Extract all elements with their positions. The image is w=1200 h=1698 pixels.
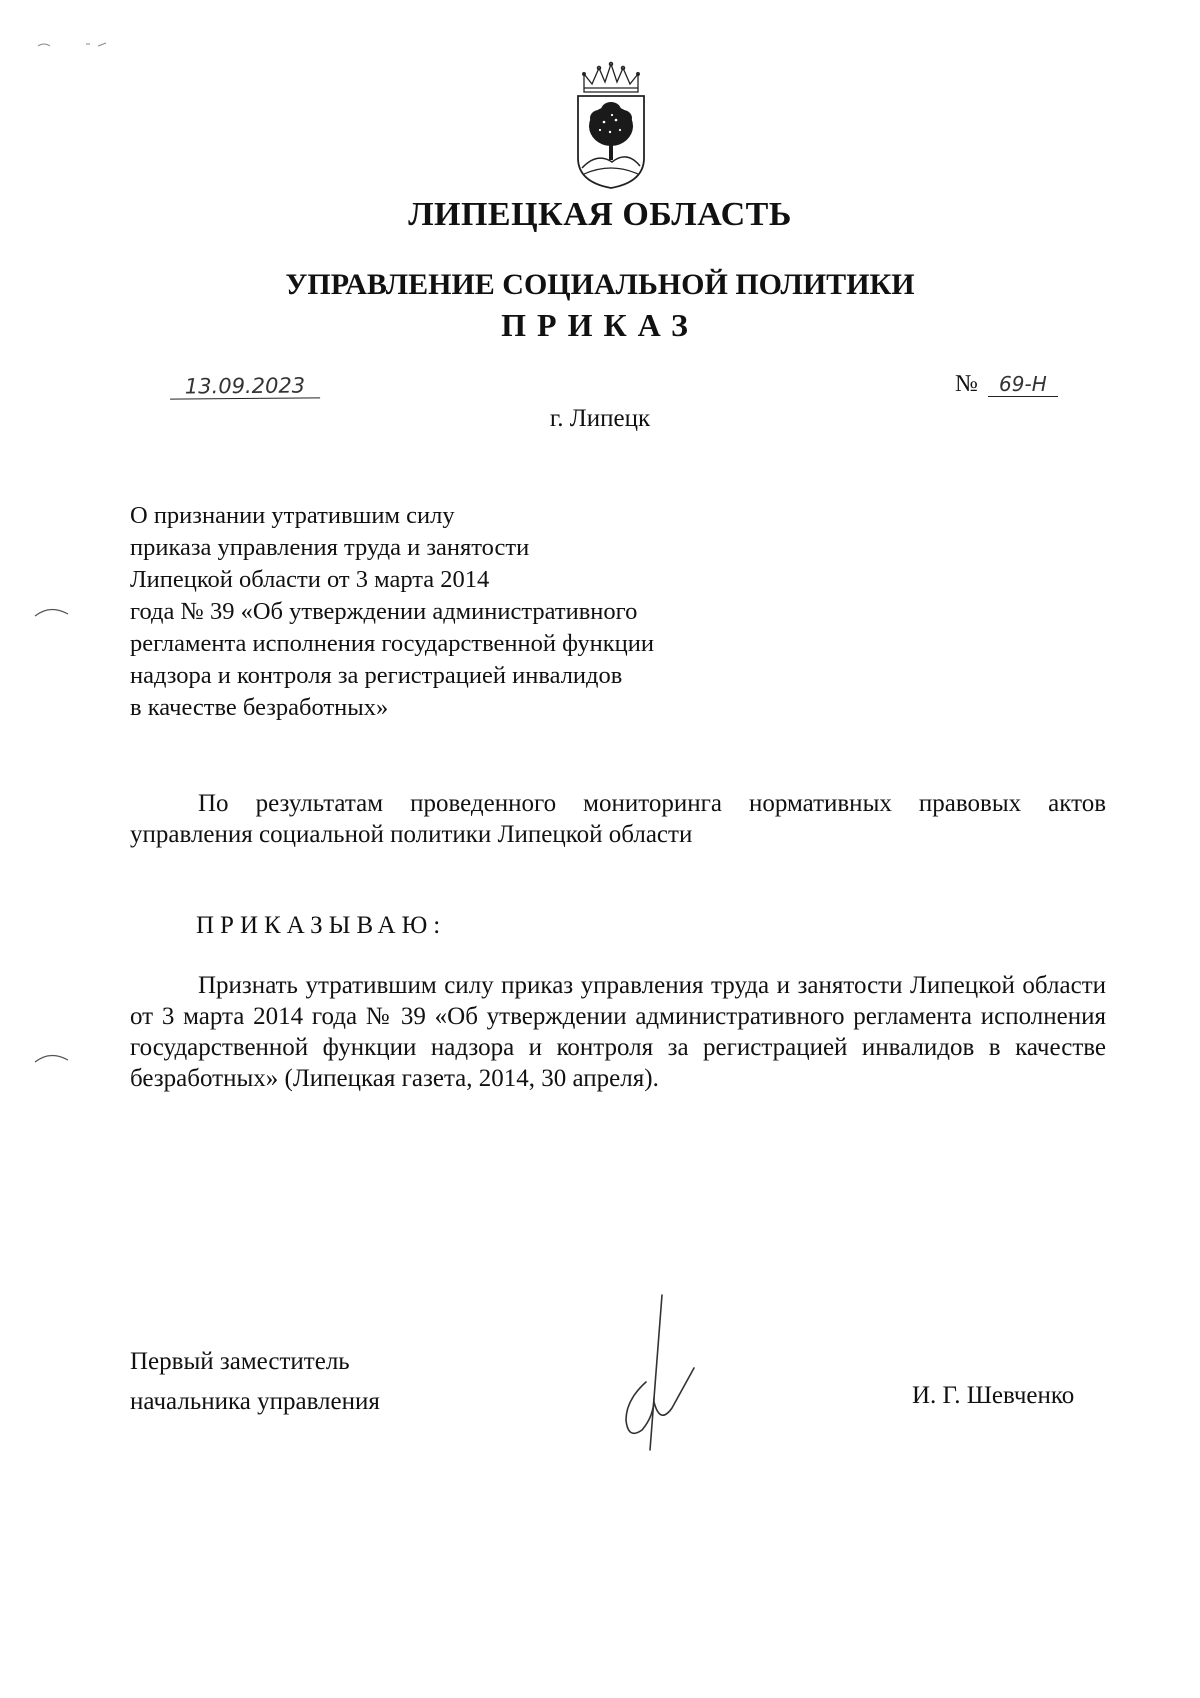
order-number: 69-Н <box>988 372 1058 397</box>
order-subject <box>130 500 770 724</box>
document-type-heading: ПРИКАЗ <box>501 307 699 343</box>
order-body-paragraph: Признать утратившим силу приказ управления труда и занятости Липецкой области от 3 марта 2014 года № 39 «Об утверждении административного регламента исполнения государственной функции надзора и контроля за регистрацией инвалидов в качестве безработных» (Липецкая газета, 2014, 30 апреля). <box>130 972 1106 1092</box>
position-line: начальника управления <box>130 1388 380 1415</box>
subject-line: Липецкой области от 3 марта 2014 <box>130 566 490 593</box>
number-sign: № <box>955 371 978 397</box>
subject-line: приказа управления труда и занятости <box>130 534 530 561</box>
scan-mark <box>32 600 72 620</box>
signatory-name: И. Г. Шевченко <box>912 1382 1075 1409</box>
handwritten-signature-icon <box>610 1290 700 1460</box>
subject-line: года № 39 «Об утверждении административного <box>130 598 638 625</box>
subject-line: регламента исполнения государственной функции <box>130 630 654 657</box>
position-line: Первый заместитель <box>130 1348 350 1375</box>
subject-line: О признании утратившим силу <box>130 502 455 529</box>
order-date: 13.09.2023 <box>170 373 320 399</box>
order-number-block <box>955 371 1058 398</box>
city-line: г. Липецк <box>549 405 651 432</box>
subject-line: в качестве безработных» <box>130 694 389 721</box>
scan-mark <box>32 1046 72 1066</box>
department-heading: УПРАВЛЕНИЕ СОЦИАЛЬНОЙ ПОЛИТИКИ <box>285 268 915 301</box>
region-heading: ЛИПЕЦКАЯ ОБЛАСТЬ <box>408 196 792 233</box>
subject-line: надзора и контроля за регистрацией инвалидов <box>130 662 623 689</box>
scan-mark <box>36 40 116 52</box>
order-directive: ПРИКАЗЫВАЮ: <box>196 912 447 939</box>
preamble-paragraph: По результатам проведенного мониторинга нормативных правовых актов управления социальной политики Липецкой области <box>130 790 1106 848</box>
lipetsk-coat-of-arms-icon <box>572 60 650 190</box>
signatory-position <box>130 1342 380 1422</box>
